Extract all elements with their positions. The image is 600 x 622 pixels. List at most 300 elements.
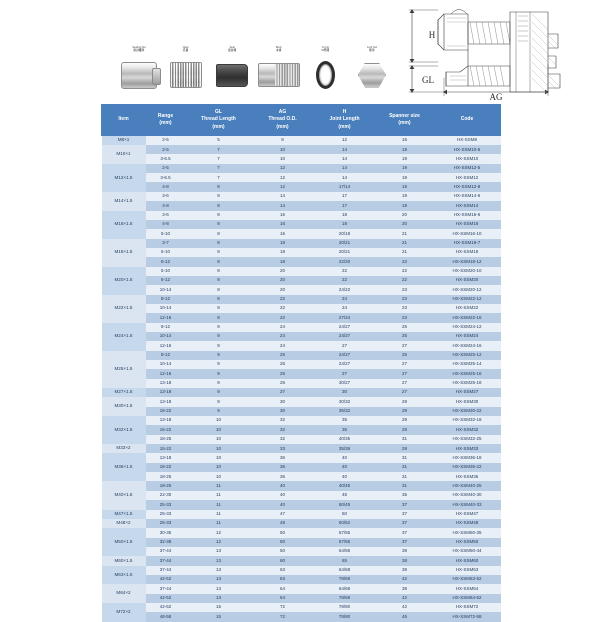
h-cell: 57/55 — [314, 538, 376, 547]
gl-cell: 11 — [186, 491, 252, 500]
gl-cell: 13 — [186, 547, 252, 556]
range-cell: 3-6.5 — [146, 173, 186, 182]
table-row — [102, 304, 501, 313]
table-row — [102, 369, 501, 378]
range-cell: 37-44 — [146, 547, 186, 556]
code-cell: HX-SSM24-16 — [434, 341, 501, 350]
table-row — [102, 584, 501, 593]
spanner-cell: 19 — [376, 173, 434, 182]
ag-cell: 47 — [252, 510, 314, 519]
part-label-o-ring — [304, 46, 346, 52]
item-cell: M30×1.5 — [102, 397, 146, 416]
table-row — [102, 547, 501, 556]
ag-cell: 22 — [252, 295, 314, 304]
ag-cell: 12 — [252, 164, 314, 173]
range-cell: 12-16 — [146, 341, 186, 350]
code-cell: HX-SSM40-25 — [434, 481, 501, 490]
ag-cell: 8 — [252, 135, 314, 145]
code-cell: HX-SSM32-25 — [434, 435, 501, 444]
part-label-en: Sealing Nut — [132, 45, 146, 49]
code-cell: HX-SSM22-16 — [434, 313, 501, 322]
h-cell: 20/21 — [314, 248, 376, 257]
item-cell: M18×1.5 — [102, 239, 146, 267]
ag-cell: 18 — [252, 248, 314, 257]
ag-cell: 25 — [252, 379, 314, 388]
spanner-cell: 21 — [376, 239, 434, 248]
range-cell: 3-6 — [146, 192, 186, 201]
range-cell: 10-14 — [146, 332, 186, 341]
part-label-cn: 密封螺母 — [133, 48, 145, 52]
gl-cell: 7 — [186, 164, 252, 173]
table-row — [102, 594, 501, 603]
spanner-cell: 25 — [376, 332, 434, 341]
part-label-en: Seal — [229, 45, 235, 49]
part-label-en: Body — [275, 45, 282, 49]
spanner-cell: 29 — [376, 407, 434, 416]
table-row — [102, 182, 501, 191]
range-cell: 25-33 — [146, 500, 186, 509]
spanner-cell: 22 — [376, 267, 434, 276]
part-label-cn: 爪簧 — [182, 48, 189, 52]
range-cell: 22-30 — [146, 491, 186, 500]
item-cell: M25×1.5 — [102, 351, 146, 388]
spanner-cell: 37 — [376, 528, 434, 537]
item-cell: M60×1.5 — [102, 556, 146, 565]
exploded-component-view — [118, 14, 393, 96]
gl-cell: 9 — [186, 351, 252, 360]
code-cell: HX-SSM40-30 — [434, 491, 501, 500]
gl-cell: 8 — [186, 239, 252, 248]
code-cell: HX-SSM24 — [434, 332, 501, 341]
part-body — [258, 46, 300, 96]
table-header-row — [102, 105, 501, 136]
spanner-cell: 23 — [376, 313, 434, 322]
table-row — [102, 379, 501, 388]
code-cell: HX-SSM72-58 — [434, 612, 501, 621]
item-cell: M24×1.5 — [102, 323, 146, 351]
table-row — [102, 397, 501, 406]
h-cell: 27 — [314, 341, 376, 350]
code-cell: HX-SSM72 — [434, 603, 501, 612]
range-cell: 4-8 — [146, 182, 186, 191]
range-cell: 13-18 — [146, 388, 186, 397]
spanner-cell: 37 — [376, 519, 434, 528]
part-o-ring — [304, 46, 346, 96]
ag-cell: 50 — [252, 538, 314, 547]
h-cell: 50/45 — [314, 500, 376, 509]
ag-cell: 20 — [252, 267, 314, 276]
code-cell: HX-SSM48 — [434, 519, 501, 528]
spanner-cell: 31 — [376, 481, 434, 490]
h-cell: 30/32 — [314, 397, 376, 406]
table-body — [102, 135, 501, 621]
svg-text:H: H — [428, 30, 436, 40]
code-cell: HX-SSM24-12 — [434, 323, 501, 332]
range-cell: 42-52 — [146, 575, 186, 584]
range-cell: 37-44 — [146, 556, 186, 565]
code-cell: HX-SSM30-22 — [434, 407, 501, 416]
range-cell: 13-18 — [146, 416, 186, 425]
table-row — [102, 407, 501, 416]
code-cell: HX-SSM8 — [434, 135, 501, 145]
range-cell: 13-18 — [146, 397, 186, 406]
range-cell: 5-10 — [146, 267, 186, 276]
code-cell: HX-SSM25-16 — [434, 369, 501, 378]
spanner-cell: 31 — [376, 472, 434, 481]
code-cell: HX-SSM18 — [434, 248, 501, 257]
spanner-cell: 29 — [376, 416, 434, 425]
gl-cell: 8 — [186, 192, 252, 201]
code-cell: HX-SSM33 — [434, 444, 501, 453]
range-cell: 4-8 — [146, 201, 186, 210]
item-cell: M14×1.5 — [102, 192, 146, 211]
ag-cell: 32 — [252, 435, 314, 444]
spanner-cell: 35 — [376, 491, 434, 500]
range-cell: 8-12 — [146, 351, 186, 360]
range-cell: 13-18 — [146, 453, 186, 462]
code-cell: HX-SSM10 — [434, 154, 501, 163]
range-cell: 10-14 — [146, 304, 186, 313]
code-cell: HX-SSM18-12 — [434, 257, 501, 266]
code-cell: HX-SSM18-7 — [434, 239, 501, 248]
range-cell: 4-8 — [146, 220, 186, 229]
ag-cell: 36 — [252, 463, 314, 472]
h-cell: 24/22 — [314, 285, 376, 294]
h-cell: 12 — [314, 135, 376, 145]
table-row — [102, 416, 501, 425]
table-row — [102, 528, 501, 537]
table-row — [102, 603, 501, 612]
item-cell: M47×1.5 — [102, 510, 146, 519]
table-row — [102, 248, 501, 257]
spanner-cell: 25 — [376, 351, 434, 360]
table-row — [102, 257, 501, 266]
table-row — [102, 491, 501, 500]
spanner-cell: 29 — [376, 397, 434, 406]
ag-cell: 20 — [252, 285, 314, 294]
part-label-sealing-nut — [118, 46, 160, 52]
ag-cell: 12 — [252, 182, 314, 191]
h-cell: 22 — [314, 276, 376, 285]
spanner-cell: 29 — [376, 444, 434, 453]
column-header-6: Code — [434, 105, 501, 136]
code-cell: HX-SSM14 — [434, 201, 501, 210]
part-label-body — [258, 46, 300, 52]
spanner-cell: 29 — [376, 425, 434, 434]
ag-cell: 72 — [252, 603, 314, 612]
h-cell: 35/32 — [314, 407, 376, 416]
gl-cell: 11 — [186, 510, 252, 519]
gl-cell: 15 — [186, 612, 252, 621]
code-cell: HX-SSM25-12 — [434, 351, 501, 360]
code-cell: HX-SSM36 — [434, 472, 501, 481]
range-cell: 32-38 — [146, 538, 186, 547]
h-cell: 78/68 — [314, 594, 376, 603]
gl-cell: 8 — [186, 257, 252, 266]
gl-cell: 9 — [186, 369, 252, 378]
table-row — [102, 360, 501, 369]
gl-cell: 13 — [186, 566, 252, 575]
code-cell: HX-SSM63-52 — [434, 575, 501, 584]
gl-cell: 11 — [186, 519, 252, 528]
spanner-cell: 19 — [376, 192, 434, 201]
gl-cell: 8 — [186, 313, 252, 322]
spanner-cell: 19 — [376, 182, 434, 191]
column-header-4: H Joint Length (mm) — [314, 105, 376, 136]
specification-table-wrapper — [101, 104, 500, 622]
part-label-lock-nut — [351, 46, 393, 52]
h-cell: 14 — [314, 164, 376, 173]
ag-cell: 12 — [252, 173, 314, 182]
range-cell: 2-5 — [146, 164, 186, 173]
h-cell: 40/35 — [314, 435, 376, 444]
ag-cell: 24 — [252, 323, 314, 332]
code-cell: HX-SSM32 — [434, 425, 501, 434]
item-cell: M27×1.5 — [102, 388, 146, 397]
h-cell: 57/55 — [314, 528, 376, 537]
gl-cell: 10 — [186, 472, 252, 481]
code-cell: HX-SSM22-12 — [434, 295, 501, 304]
svg-text:GL: GL — [422, 75, 434, 85]
part-label-seal — [211, 46, 253, 52]
gl-cell: 8 — [186, 201, 252, 210]
ag-cell: 16 — [252, 229, 314, 238]
part-claw — [165, 46, 207, 96]
ag-cell: 36 — [252, 472, 314, 481]
range-cell: 18-25 — [146, 481, 186, 490]
gl-cell: 5 — [186, 135, 252, 145]
range-cell: 48-58 — [146, 612, 186, 621]
ag-cell: 60 — [252, 556, 314, 565]
gl-cell: 9 — [186, 332, 252, 341]
ag-cell: 40 — [252, 481, 314, 490]
ag-cell: 72 — [252, 612, 314, 621]
column-header-3: AG Thread O.D. (mm) — [252, 105, 314, 136]
h-cell: 40 — [314, 453, 376, 462]
range-cell: 2-5 — [146, 135, 186, 145]
code-cell: HX-SSM60 — [434, 556, 501, 565]
part-icon-lock-nut — [351, 54, 393, 96]
table-row — [102, 229, 501, 238]
h-cell: 35 — [314, 416, 376, 425]
range-cell: 37-44 — [146, 584, 186, 593]
h-cell: 17 — [314, 201, 376, 210]
code-cell: HX-SSM63 — [434, 566, 501, 575]
range-cell: 15-22 — [146, 407, 186, 416]
spanner-cell: 22 — [376, 257, 434, 266]
ag-cell: 22 — [252, 313, 314, 322]
gl-cell: 10 — [186, 453, 252, 462]
spanner-cell: 20 — [376, 220, 434, 229]
range-cell: 25-33 — [146, 510, 186, 519]
column-header-2: GL Thread Length (mm) — [186, 105, 252, 136]
code-cell: HX-SSM27 — [434, 388, 501, 397]
spanner-cell: 23 — [376, 285, 434, 294]
ag-cell: 25 — [252, 351, 314, 360]
code-cell: HX-SSM14-6 — [434, 192, 501, 201]
ag-cell: 50 — [252, 547, 314, 556]
h-cell: 24/27 — [314, 323, 376, 332]
spanner-cell: 37 — [376, 500, 434, 509]
spanner-cell: 38 — [376, 547, 434, 556]
item-cell: M12×1.5 — [102, 164, 146, 192]
spanner-cell: 27 — [376, 369, 434, 378]
code-cell: HX-SSM25-14 — [434, 360, 501, 369]
ag-cell: 40 — [252, 491, 314, 500]
gl-cell: 8 — [186, 285, 252, 294]
table-row — [102, 295, 501, 304]
code-cell: HX-SSM25-18 — [434, 379, 501, 388]
gl-cell: 12 — [186, 538, 252, 547]
table-row — [102, 435, 501, 444]
ag-cell: 63 — [252, 566, 314, 575]
table-row — [102, 285, 501, 294]
gl-cell: 8 — [186, 304, 252, 313]
spanner-cell: 37 — [376, 538, 434, 547]
h-cell: 20/18 — [314, 229, 376, 238]
range-cell: 37-44 — [146, 566, 186, 575]
h-cell: 40 — [314, 463, 376, 472]
spanner-cell: 31 — [376, 435, 434, 444]
h-cell: 50/52 — [314, 519, 376, 528]
spanner-cell: 19 — [376, 145, 434, 154]
range-cell: 8-12 — [146, 323, 186, 332]
gl-cell: 13 — [186, 556, 252, 565]
ag-cell: 14 — [252, 201, 314, 210]
ag-cell: 14 — [252, 192, 314, 201]
range-cell: 8-12 — [146, 295, 186, 304]
range-cell: 10-14 — [146, 285, 186, 294]
code-cell: HX-SSM20-10 — [434, 267, 501, 276]
ag-cell: 18 — [252, 239, 314, 248]
gl-cell: 7 — [186, 173, 252, 182]
table-row — [102, 173, 501, 182]
gl-cell: 13 — [186, 584, 252, 593]
ag-cell: 30 — [252, 397, 314, 406]
table-row — [102, 612, 501, 621]
h-cell: 78/80 — [314, 603, 376, 612]
range-cell: 18-25 — [146, 472, 186, 481]
gl-cell: 10 — [186, 425, 252, 434]
item-cell: M40×1.5 — [102, 481, 146, 509]
gl-cell: 8 — [186, 229, 252, 238]
range-cell: 3-6.5 — [146, 154, 186, 163]
gl-cell: 9 — [186, 360, 252, 369]
spanner-cell: 23 — [376, 295, 434, 304]
table-row — [102, 500, 501, 509]
spanner-cell: 25 — [376, 323, 434, 332]
ag-cell: 25 — [252, 369, 314, 378]
range-cell: 3-7 — [146, 239, 186, 248]
h-cell: 24/27 — [314, 351, 376, 360]
item-cell: M48×2 — [102, 519, 146, 528]
table-row — [102, 510, 501, 519]
ag-cell: 27 — [252, 388, 314, 397]
ag-cell: 16 — [252, 211, 314, 220]
h-cell: 65 — [314, 556, 376, 565]
table-row — [102, 481, 501, 490]
gl-cell: 7 — [186, 154, 252, 163]
spanner-cell: 27 — [376, 341, 434, 350]
code-cell: HX-SSM64 — [434, 584, 501, 593]
code-cell: HX-SSM16 — [434, 220, 501, 229]
h-cell: 14 — [314, 173, 376, 182]
table-row — [102, 276, 501, 285]
h-cell: 64/68 — [314, 566, 376, 575]
h-cell: 17/14 — [314, 182, 376, 191]
item-cell: M63×1.5 — [102, 566, 146, 585]
gl-cell: 9 — [186, 407, 252, 416]
range-cell: 2-5 — [146, 145, 186, 154]
h-cell: 35/36 — [314, 444, 376, 453]
range-cell: 30-35 — [146, 528, 186, 537]
gl-cell: 8 — [186, 220, 252, 229]
code-cell: HX-SSM12 — [434, 173, 501, 182]
gl-cell: 8 — [186, 276, 252, 285]
table-row — [102, 192, 501, 201]
range-cell: 3-6 — [146, 211, 186, 220]
table-row — [102, 211, 501, 220]
table-row — [102, 388, 501, 397]
spanner-cell: 42 — [376, 575, 434, 584]
table-row — [102, 566, 501, 575]
code-cell: HX-SSM10-5 — [434, 145, 501, 154]
gl-cell: 11 — [186, 481, 252, 490]
h-cell: 40/45 — [314, 481, 376, 490]
range-cell: 42-52 — [146, 594, 186, 603]
table-row — [102, 154, 501, 163]
spanner-cell: 21 — [376, 229, 434, 238]
gl-cell: 9 — [186, 379, 252, 388]
h-cell: 24 — [314, 295, 376, 304]
spanner-cell: 23 — [376, 304, 434, 313]
h-cell: 24/27 — [314, 360, 376, 369]
table-row — [102, 313, 501, 322]
h-cell: 14 — [314, 145, 376, 154]
range-cell: 15-22 — [146, 463, 186, 472]
ag-cell: 18 — [252, 257, 314, 266]
h-cell: 30/27 — [314, 379, 376, 388]
h-cell: 64/68 — [314, 584, 376, 593]
code-cell: HX-SSM20-12 — [434, 285, 501, 294]
h-cell: 18 — [314, 211, 376, 220]
h-cell: 64/55 — [314, 547, 376, 556]
gl-cell: 10 — [186, 444, 252, 453]
part-seal — [211, 46, 253, 96]
gl-cell: 10 — [186, 463, 252, 472]
code-cell: HX-SSM12-8 — [434, 182, 501, 191]
gl-cell: 8 — [186, 267, 252, 276]
gl-cell: 9 — [186, 388, 252, 397]
spanner-cell: 42 — [376, 603, 434, 612]
h-cell: 27 — [314, 369, 376, 378]
spanner-cell: 42 — [376, 594, 434, 603]
gl-cell: 8 — [186, 182, 252, 191]
spanner-cell: 19 — [376, 201, 434, 210]
code-cell: HX-SSM50-44 — [434, 547, 501, 556]
column-header-5: Spanner size (mm) — [376, 105, 434, 136]
spanner-cell: 38 — [376, 584, 434, 593]
part-label-cn: 本体 — [275, 48, 282, 52]
code-cell: HX-SSM32-18 — [434, 416, 501, 425]
part-icon-seal — [211, 54, 253, 96]
range-cell: 12-16 — [146, 313, 186, 322]
column-header-1: Range (mm) — [146, 105, 186, 136]
h-cell: 78/80 — [314, 612, 376, 621]
ag-cell: 64 — [252, 594, 314, 603]
h-cell: 20/21 — [314, 239, 376, 248]
h-cell: 35 — [314, 425, 376, 434]
